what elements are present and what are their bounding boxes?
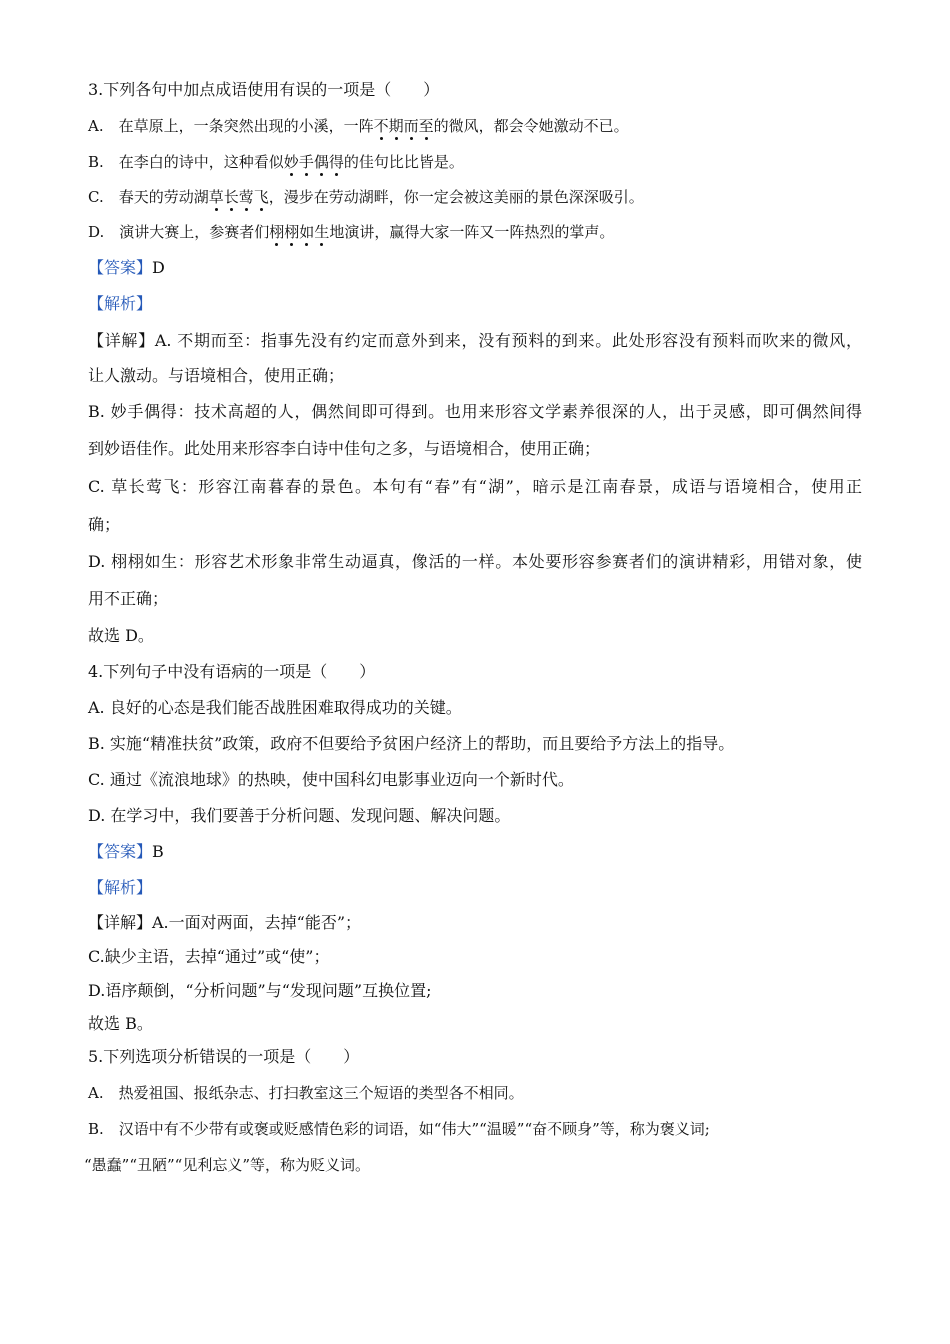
emphasis-char: 长 <box>223 188 239 206</box>
q3-detail-line: 让人激动。与语境相合，使用正确； <box>88 366 345 385</box>
q4-option-d: D. 在学习中，我们要善于分析问题、发现问题、解决问题。 <box>88 806 511 825</box>
q3-detail-line: 用不正确； <box>88 589 169 608</box>
q3-option-d: D. 演讲大赛上，参赛者们栩栩如生地演讲，赢得大家一阵又一阵热烈的掌声。 <box>88 223 615 241</box>
q3-answer <box>88 258 165 278</box>
emphasis-char: 不 <box>373 117 389 135</box>
q3-detail-line: 到妙语佳作。此处用来形容李白诗中佳句之多，与语境相合，使用正确； <box>88 439 601 458</box>
q4-option-c: C. 通过《流浪地球》的热映，使中国科幻电影事业迈向一个新时代。 <box>88 770 574 789</box>
q4-option-a: A. 良好的心态是我们能否战胜困难取得成功的关键。 <box>88 698 462 717</box>
q3-detail-line: C. 草长莺飞：形容江南暮春的景色。本句有“春”有“湖”，暗示是江南春景，成语与语境相合，使用正 <box>88 477 862 496</box>
emphasis-char: 而 <box>403 117 419 135</box>
q5-option-a: A. 热爱祖国、报纸杂志、打扫教室这三个短语的类型各不相同。 <box>88 1084 524 1102</box>
emphasis-char: 期 <box>388 117 404 135</box>
emphasis-char: 妙 <box>283 153 299 171</box>
q5-option-b-continued: “愚蠢”“丑陋”“见利忘义”等，称为贬义词。 <box>84 1156 371 1174</box>
q3-detail-line: 故选 D。 <box>88 626 154 645</box>
emphasis-char: 栩 <box>269 223 285 241</box>
question-5-stem: 5.下列选项分析错误的一项是（ ） <box>88 1047 360 1066</box>
answer-value: D <box>152 258 165 277</box>
q3-option-b: B. 在李白的诗中，这种看似妙手偶得的佳句比比皆是。 <box>88 153 464 171</box>
q4-option-b: B. 实施“精准扶贫”政策，政府不但要给予贫困户经济上的帮助，而且要给予方法上的指导。 <box>88 734 735 753</box>
emphasis-char: 偶 <box>313 153 329 171</box>
q4-detail-line: 【详解】A.一面对两面，去掉“能否”； <box>88 913 362 932</box>
q3-detail-line: 确； <box>88 515 121 534</box>
emphasis-char: 生 <box>314 223 330 241</box>
q4-answer <box>88 842 164 862</box>
emphasis-char: 草 <box>208 188 224 206</box>
question-3-stem: 3.下列各句中加点成语使用有误的一项是（ ） <box>88 80 440 99</box>
q3-option-a: A. 在草原上，一条突然出现的小溪，一阵不期而至的微风，都会令她激动不已。 <box>88 117 629 135</box>
answer-tag: 【答案】 <box>88 258 153 277</box>
emphasis-char: 栩 <box>284 223 300 241</box>
q4-analysis-tag: 【解析】 <box>88 878 153 897</box>
question-4-stem: 4.下列句子中没有语病的一项是（ ） <box>88 662 376 681</box>
q4-detail-line: C.缺少主语，去掉“通过”或“使”； <box>88 947 330 966</box>
q3-detail-line: 【详解】A. 不期而至：指事先没有约定而意外到来，没有预料的到来。此处形容没有预料而吹来的微风， <box>88 331 862 350</box>
q3-detail-line: D. 栩栩如生：形容艺术形象非常生动逼真，像活的一样。本处要形容参赛者们的演讲精彩，用错对象，使 <box>88 552 862 571</box>
emphasis-char: 莺 <box>238 188 254 206</box>
answer-value: B <box>152 842 164 861</box>
q3-detail-line: B. 妙手偶得：技术高超的人，偶然间即可得到。也用来形容文学素养很深的人，出于灵感，即可偶然间得 <box>88 402 862 421</box>
emphasis-char: 飞 <box>253 188 269 206</box>
q3-analysis-tag: 【解析】 <box>88 294 153 313</box>
emphasis-char: 得 <box>328 153 344 171</box>
emphasis-char: 至 <box>418 117 434 135</box>
emphasis-char: 手 <box>298 153 314 171</box>
q4-detail-line: D.语序颠倒，“分析问题”与“发现问题”互换位置; <box>88 981 432 1000</box>
q4-detail-line: 故选 B。 <box>88 1014 153 1033</box>
q3-option-c: C. 春天的劳动湖草长莺飞，漫步在劳动湖畔，你一定会被这美丽的景色深深吸引。 <box>88 188 644 206</box>
answer-tag: 【答案】 <box>88 842 153 861</box>
q5-option-b: B. 汉语中有不少带有或褒或贬感情色彩的词语，如“伟大”“温暖”“奋不顾身”等，称为褒义词; <box>88 1120 710 1138</box>
emphasis-char: 如 <box>299 223 315 241</box>
